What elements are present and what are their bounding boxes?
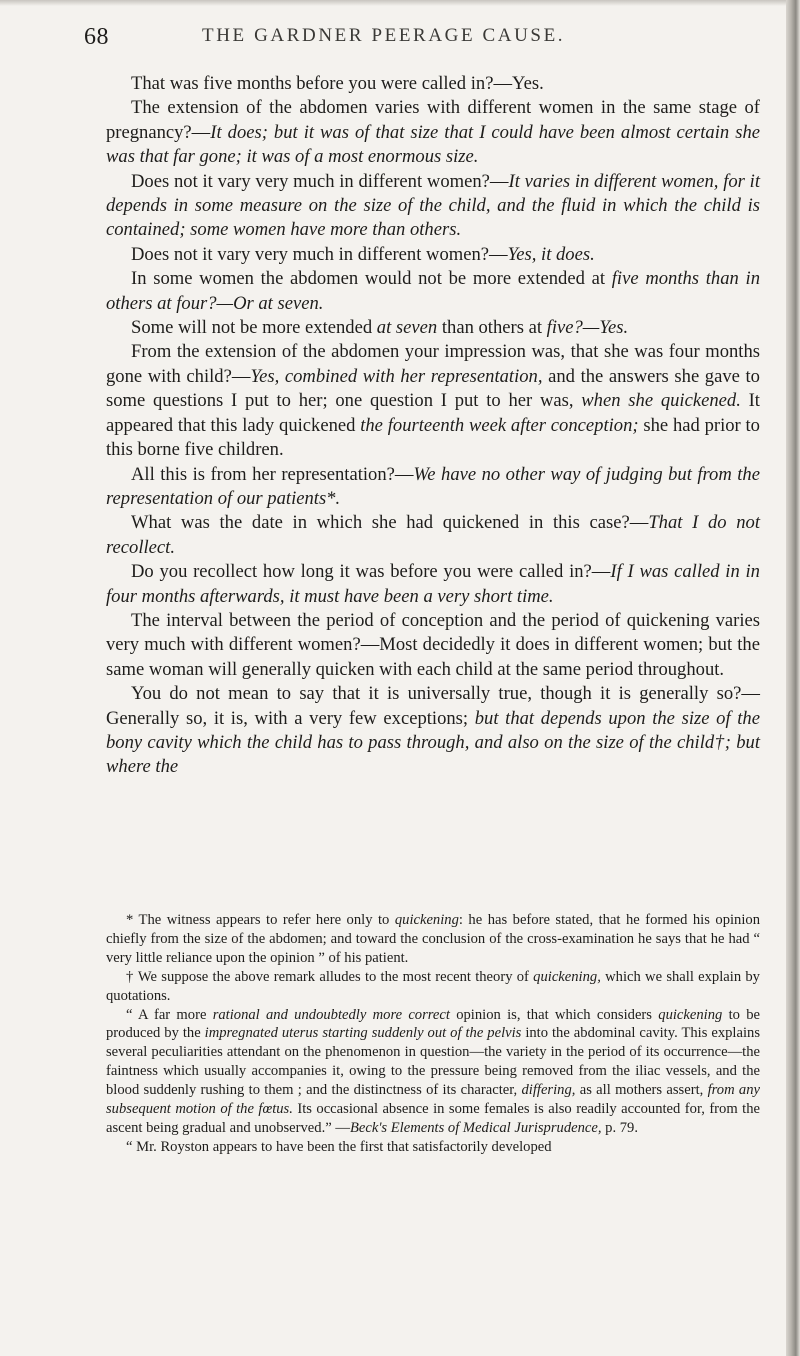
body-paragraph <box>106 72 760 96</box>
italic-text: but that depends upon the size of the bony cavity which the child has to pass through, and also on the size of the child†; but where the <box>106 707 760 778</box>
text-run: which we shall explain by quotations. <box>106 968 760 1004</box>
page-number: 68 <box>84 24 109 50</box>
text-run: The extension of the abdomen varies with different women in the same stage of pregnancy?— <box>106 97 760 143</box>
body-text <box>106 72 760 780</box>
footnote-paragraph <box>106 911 760 968</box>
body-paragraph <box>106 267 760 316</box>
italic-text: when she quickened. <box>581 390 741 412</box>
italic-text: Yes, combined with her representation, <box>250 365 543 387</box>
body-paragraph <box>106 243 760 267</box>
body-paragraph <box>106 316 760 340</box>
text-run: It appeared that this lady quickened <box>106 390 760 436</box>
text-run: “ A far more <box>126 1006 213 1023</box>
text-run: Some will not be more extended <box>131 317 377 339</box>
italic-text: If I was called in in four months afterwards, it must have been a very short time. <box>106 561 760 607</box>
text-run: p. 79. <box>601 1119 638 1136</box>
italic-text: differing, <box>521 1082 576 1099</box>
footnote-paragraph <box>106 1006 760 1138</box>
italic-text: Yes, it does. <box>507 243 595 265</box>
text-run: What was the date in which she had quickened in this case?— <box>131 512 649 534</box>
text-run: That was five months before you were called in?—Yes. <box>131 73 544 94</box>
text-run: In some women the abdomen would not be more extended at <box>131 268 612 290</box>
running-head-title: THE GARDNER PEERAGE CAUSE. <box>202 25 566 46</box>
text-run: as all mothers assert, <box>575 1082 708 1099</box>
page-edge-shadow <box>786 0 800 1356</box>
italic-text: It does; but it was of that size that I could have been almost certain she was that far gone; it was of a most enormous size. <box>106 121 760 168</box>
text-run: and the answers she gave to some questions I put to her; one question I put to her was, <box>106 365 760 412</box>
body-paragraph <box>106 682 760 780</box>
page-top-shadow <box>0 0 800 6</box>
text-run: † We suppose the above remark alludes to the most recent theory of <box>126 968 534 985</box>
text-run: to be produced by the <box>106 1006 760 1042</box>
text-run: opinion is, that which considers <box>449 1006 659 1023</box>
italic-text: Beck's Elements of Medical Jurisprudence, <box>349 1119 602 1136</box>
italic-text: quickening, <box>533 968 601 985</box>
italic-text: quickening <box>394 912 459 928</box>
text-run: Does not it vary very much in different women?— <box>131 243 508 265</box>
body-paragraph <box>106 463 760 512</box>
italic-text: It varies in different women, for it depends in some measure on the size of the child, and the fluid in which the child is contained; some women have more than others. <box>106 170 760 241</box>
text-run: “ Mr. Royston appears to have been the first that satisfactorily developed <box>126 1138 552 1155</box>
italic-text: quickening <box>658 1006 723 1023</box>
italic-text: That I do not recollect. <box>106 512 760 558</box>
running-head <box>84 24 774 54</box>
footnote-paragraph <box>106 1138 760 1157</box>
italic-text: at seven <box>376 317 438 339</box>
italic-text: rational and undoubtedly more correct <box>212 1006 450 1023</box>
italic-text: the fourteenth week after conception; <box>360 414 639 436</box>
text-run: : he has before stated, that he formed his opinion chiefly from the size of the abdomen; and toward the conclusion of the cross-examination he says that he had “ very little reliance upon the opinion ” of his patient. <box>106 912 761 966</box>
text-run: she had prior to this borne five children. <box>106 414 760 461</box>
text-run: From the extension of the abdomen your impression was, that she was four months gone with child?— <box>106 341 760 387</box>
body-paragraph <box>106 96 760 169</box>
body-paragraph <box>106 560 760 609</box>
text-run: Does not it vary very much in different women?— <box>131 170 509 192</box>
italic-text: impregnated uterus starting suddenly out of the pelvis <box>204 1025 522 1042</box>
footnote-paragraph <box>106 968 760 1006</box>
body-paragraph <box>106 340 760 462</box>
italic-text: five?—Yes. <box>546 317 629 339</box>
text-run: All this is from her representation?— <box>131 463 414 485</box>
text-run: Its occasional absence in some females is also readily accounted for, from the ascent being gradual and unobserved.” — <box>106 1101 760 1136</box>
text-run: The interval between the period of conception and the period of quickening varies very much with different women?—Most decidedly it does in different women; but the same woman will generally quicken with each child at the same period throughout. <box>106 609 760 680</box>
body-paragraph <box>106 609 760 682</box>
text-run: than others at <box>437 317 547 339</box>
italic-text: from any subsequent motion of the fœtus. <box>106 1082 761 1118</box>
text-run: Do you recollect how long it was before you were called in?— <box>131 561 611 583</box>
text-run: You do not mean to say that it is universally true, though it is generally so?—Generally so, it is, with a very few exceptions; <box>106 683 760 729</box>
text-run: into the abdominal cavity. This explains several peculiarities attendant on the phenomenon in question—the variety in the period of its occurrence—the faintness which usually accompanies it, owing to the pressure being removed from the iliac vessels, and the blood suddenly rushing to them ; and the distinctness of its character, <box>106 1025 760 1099</box>
italic-text: We have no other way of judging but from the representation of our patients*. <box>106 463 760 509</box>
body-paragraph <box>106 511 760 560</box>
text-run: * The witness appears to refer here only to <box>126 912 395 928</box>
body-paragraph <box>106 170 760 243</box>
footnotes <box>106 911 760 1157</box>
italic-text: five months than in others at four?—Or at seven. <box>106 268 760 314</box>
